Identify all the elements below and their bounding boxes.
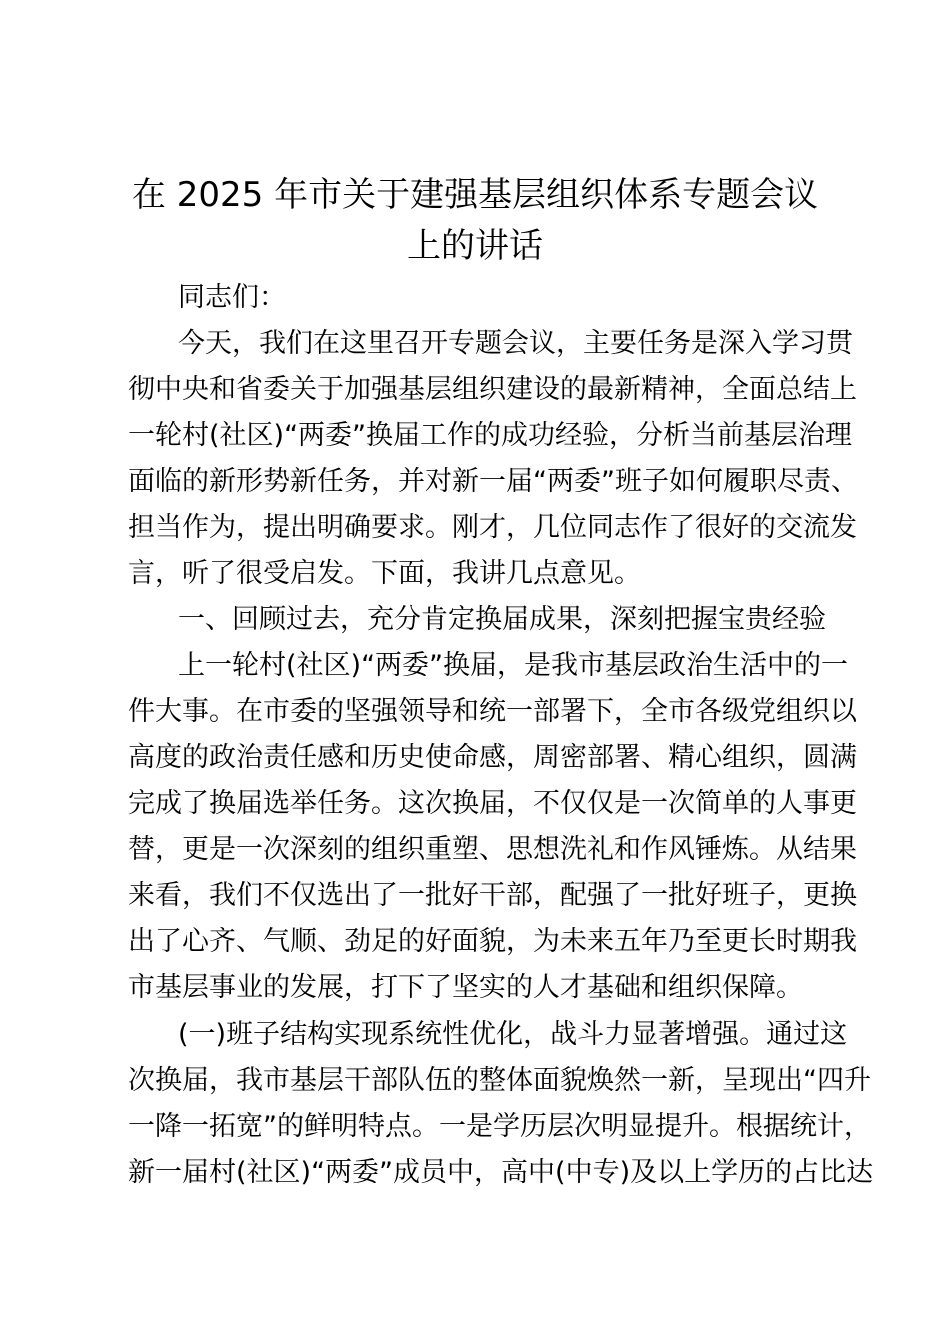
document-title [100,170,850,272]
title-line-2: 上的讲话 [407,226,543,266]
paragraph-line: 彻中央和省委关于加强基层组织建设的最新精神，全面总结上 [128,374,857,405]
paragraph-line: 言，听了很受启发。下面，我讲几点意见。 [128,558,641,589]
paragraph-line: (一)班子结构实现系统性优化，战斗力显著增强。通过这 [178,1019,848,1050]
paragraph-line: 件大事。在市委的坚强领导和统一部署下，全市各级党组织以 [128,696,857,727]
paragraph-line: 高度的政治责任感和历史使命感，周密部署、精心组织，圆满 [128,742,857,773]
salutation: 同志们： [178,282,286,313]
paragraph-line: 一降一拓宽”的鲜明特点。一是学历层次明显提升。根据统计， [128,1111,871,1142]
paragraph-line: 次换届，我市基层干部队伍的整体面貌焕然一新，呈现出“四升 [128,1065,871,1096]
paragraph-line: 市基层事业的发展，打下了坚实的人才基础和组织保障。 [128,972,803,1003]
paragraph-line: 今天，我们在这里召开专题会议，主要任务是深入学习贯 [178,328,853,359]
paragraph-line: 替，更是一次深刻的组织重塑、思想洗礼和作风锤炼。从结果 [128,834,857,865]
paragraph-line: 来看，我们不仅选出了一批好干部，配强了一批好班子，更换 [128,880,857,911]
paragraph-line: 出了心齐、气顺、劲足的好面貌，为未来五年乃至更长时期我 [128,926,857,957]
section-heading: 一、回顾过去，充分肯定换届成果，深刻把握宝贵经验 [178,604,826,635]
paragraph-line: 担当作为，提出明确要求。刚才，几位同志作了很好的交流发 [128,512,857,543]
paragraph-line: 新一届村(社区)“两委”成员中，高中(中专)及以上学历的占比达 [128,1157,874,1188]
title-line-1: 在 2025 年市关于建强基层组织体系专题会议 [131,175,819,215]
paragraph-line: 上一轮村(社区)“两委”换届，是我市基层政治生活中的一 [178,650,849,681]
paragraph-line: 完成了换届选举任务。这次换届，不仅仅是一次简单的人事更 [128,788,857,819]
paragraph-line: 面临的新形势新任务，并对新一届“两委”班子如何履职尽责、 [128,466,858,497]
paragraph-line: 一轮村(社区)“两委”换届工作的成功经验，分析当前基层治理 [128,420,853,451]
